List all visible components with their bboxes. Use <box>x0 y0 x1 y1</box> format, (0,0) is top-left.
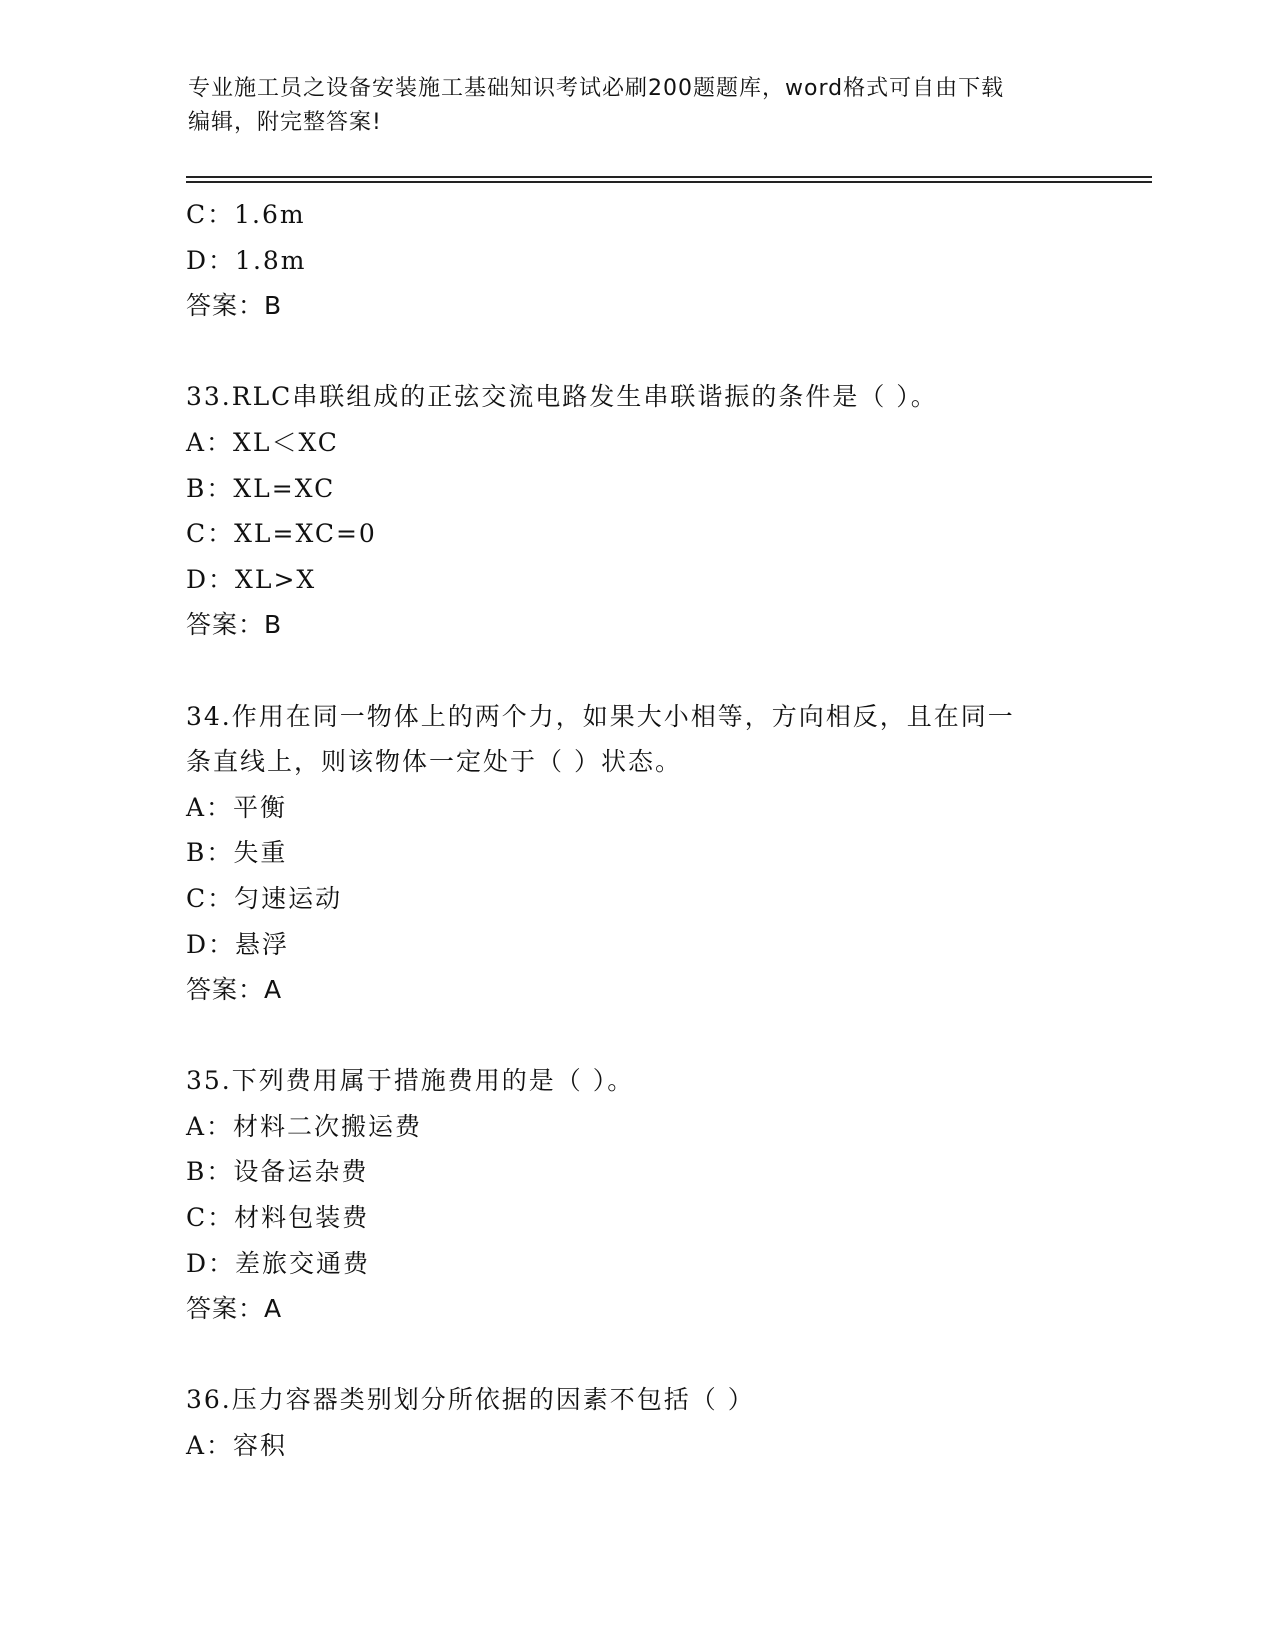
header-line-2: 编辑，附完整答案! <box>188 110 382 135</box>
question-34 <box>186 694 1086 1013</box>
answer-line: 答案：B <box>186 291 283 321</box>
question-text: 33.RLC串联组成的正弦交流电路发生串联谐振的条件是（ ）。 <box>186 382 938 412</box>
answer-line: 答案：A <box>186 1294 283 1324</box>
option-c: C：1.6m <box>186 200 306 229</box>
header-divider-top <box>186 176 1152 178</box>
option-d: D：差旅交通费 <box>186 1248 371 1278</box>
option-d: D：悬浮 <box>186 929 290 959</box>
spacer <box>186 329 1086 375</box>
question-33 <box>186 374 1086 648</box>
option-d: D：XL>X <box>186 564 317 594</box>
spacer <box>186 1013 1086 1059</box>
option-d: D：1.8m <box>186 245 307 275</box>
option-b: B：XL=XC <box>186 473 336 503</box>
option-a: A：材料二次搬运费 <box>186 1111 423 1141</box>
spacer <box>186 648 1086 694</box>
question-text-line-2: 条直线上，则该物体一定处于（ ）状态。 <box>186 747 682 777</box>
question-35 <box>186 1058 1086 1332</box>
question-text: 35.下列费用属于措施费用的是（ ）。 <box>186 1066 635 1096</box>
option-c: C：匀速运动 <box>186 883 343 913</box>
question-36 <box>186 1377 1086 1468</box>
option-b: B：失重 <box>186 838 288 868</box>
header-divider-bottom <box>186 181 1152 183</box>
option-a: A：XL＜XC <box>186 427 339 457</box>
answer-line: 答案：B <box>186 610 283 640</box>
header-line-1: 专业施工员之设备安装施工基础知识考试必刷200题题库，word格式可自由下载 <box>188 76 1005 101</box>
spacer <box>186 1332 1086 1378</box>
question-list <box>186 192 1086 1469</box>
answer-line: 答案：A <box>186 975 283 1005</box>
question-text: 36.压力容器类别划分所依据的因素不包括（ ） <box>186 1385 755 1415</box>
question-32-tail <box>186 192 1086 329</box>
option-a: A：容积 <box>186 1431 288 1461</box>
document-header <box>188 72 1088 140</box>
option-c: C：XL=XC=0 <box>186 519 377 549</box>
option-b: B：设备运杂费 <box>186 1157 369 1187</box>
option-a: A：平衡 <box>186 792 288 822</box>
option-c: C：材料包装费 <box>186 1203 370 1233</box>
question-text-line-1: 34.作用在同一物体上的两个力，如果大小相等，方向相反，且在同一 <box>186 701 1015 731</box>
